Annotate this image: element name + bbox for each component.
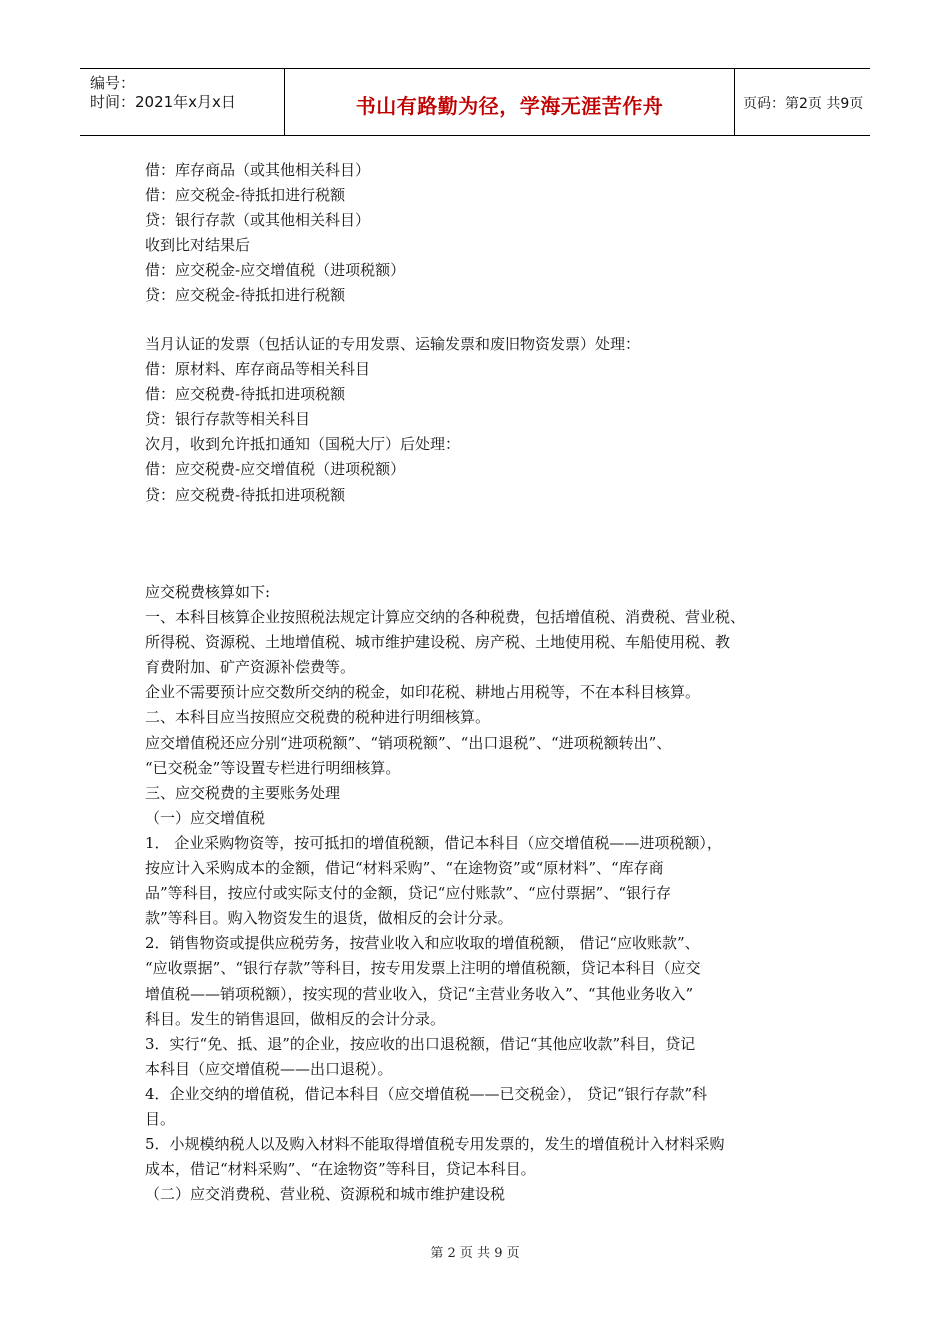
text-line: 款”等科目。购入物资发生的退货，做相反的会计分录。 [145, 909, 513, 928]
text-line: 应交税费核算如下: [145, 583, 271, 601]
invoice-processing-block [145, 332, 825, 508]
text-line: 三、应交税费的主要账务处理 [145, 783, 341, 802]
text-line: 借：应交税金-待抵扣进行税额 [145, 186, 346, 205]
text-line: 应交增值税还应分别“进项税额”、“销项税额”、“出口退税”、“进项税额转出”、 [145, 733, 672, 752]
text-line: 借：应交税费-应交增值税（进项税额） [145, 460, 406, 479]
text-line: “应收票据”、“银行存款”等科目，按专用发票上注明的增值税额，贷记本科目（应交 [145, 959, 701, 978]
text-line: 贷：银行存款（或其他相关科目） [145, 211, 371, 230]
text-line: “已交税金”等设置专栏进行明细核算。 [145, 758, 401, 777]
header-page-cell [735, 69, 870, 135]
text-line: （一）应交增值税 [145, 808, 266, 827]
header-page-info: 页码：第2页 共9页 [743, 96, 864, 112]
text-line: 目。 [145, 1109, 176, 1128]
document-date-label: 时间：2021年x月x日 [90, 93, 236, 111]
header-slogan: 书山有路勤为径，学海无涯苦作舟 [355, 94, 664, 118]
text-line: 企业不需要预计应交数所交纳的税金，如印花税、耕地占用税等，不在本科目核算。 [145, 683, 701, 702]
text-line: 所得税、资源税、土地增值税、城市维护建设税、房产税、土地使用税、车船使用税、教 [145, 633, 731, 652]
tax-accounting-block [145, 580, 825, 1207]
text-line: 贷：应交税金-待抵扣进行税额 [145, 286, 346, 305]
journal-entries-block [145, 158, 825, 309]
page-footer: 第 2 页 共 9 页 [430, 1246, 520, 1261]
text-line: 科目。发生的销售退回，做相反的会计分录。 [145, 1009, 446, 1028]
text-line: 当月认证的发票（包括认证的专用发票、运输发票和废旧物资发票）处理： [145, 335, 641, 353]
document-number-label: 编号： [90, 74, 136, 92]
text-line: 二、本科目应当按照应交税费的税种进行明细核算。 [145, 708, 491, 727]
text-line: 2．销售物资或提供应税劳务，按营业收入和应收取的增值税额， 借记“应收账款”、 [145, 934, 700, 953]
text-line: （二）应交消费税、营业税、资源税和城市维护建设税 [145, 1185, 506, 1204]
text-line: 借：应交税费-待抵扣进项税额 [145, 385, 346, 404]
text-line: 育费附加、矿产资源补偿费等。 [145, 658, 356, 677]
text-line: 4．企业交纳的增值税，借记本科目（应交增值税——已交税金）， 贷记“银行存款”科 [145, 1084, 708, 1103]
text-line: 5．小规模纳税人以及购入材料不能取得增值税专用发票的，发生的增值税计入材料采购 [145, 1135, 725, 1154]
text-line: 增值税——销项税额），按实现的营业收入，贷记“主营业务收入”、“其他业务收入” [145, 984, 694, 1003]
text-line: 本科目（应交增值税——出口退税）。 [145, 1059, 393, 1078]
text-line: 成本，借记“材料采购”、“在途物资”等科目，贷记本科目。 [145, 1160, 536, 1179]
text-line: 次月，收到允许抵扣通知（国税大厅）后处理： [145, 435, 461, 454]
text-line: 借：应交税金-应交增值税（进项税额） [145, 261, 406, 280]
text-line: 贷：应交税费-待抵扣进项税额 [145, 485, 346, 504]
text-line: 3．实行“免、抵、退”的企业，按应收的出口退税额，借记“其他应收款”科目，贷记 [145, 1034, 696, 1053]
text-line: 借：原材料、库存商品等相关科目 [145, 360, 371, 379]
text-line: 借：库存商品（或其他相关科目） [145, 161, 371, 179]
text-line: 1． 企业采购物资等，按可抵扣的增值税额，借记本科目（应交增值税——进项税额）， [145, 833, 722, 852]
text-line: 按应计入采购成本的金额，借记“材料采购”、“在途物资”或“原材料”、“库存商 [145, 859, 664, 878]
header-slogan-cell [285, 69, 735, 135]
header-meta-cell [80, 69, 285, 135]
text-line: 品”等科目，按应付或实际支付的金额，贷记“应付账款”、“应付票据”、“银行存 [145, 884, 672, 903]
text-line: 贷：银行存款等相关科目 [145, 410, 311, 429]
text-line: 收到比对结果后 [145, 236, 251, 255]
text-line: 一、本科目核算企业按照税法规定计算应交纳的各种税费，包括增值税、消费税、营业税、 [145, 608, 746, 627]
page-header [80, 68, 870, 136]
